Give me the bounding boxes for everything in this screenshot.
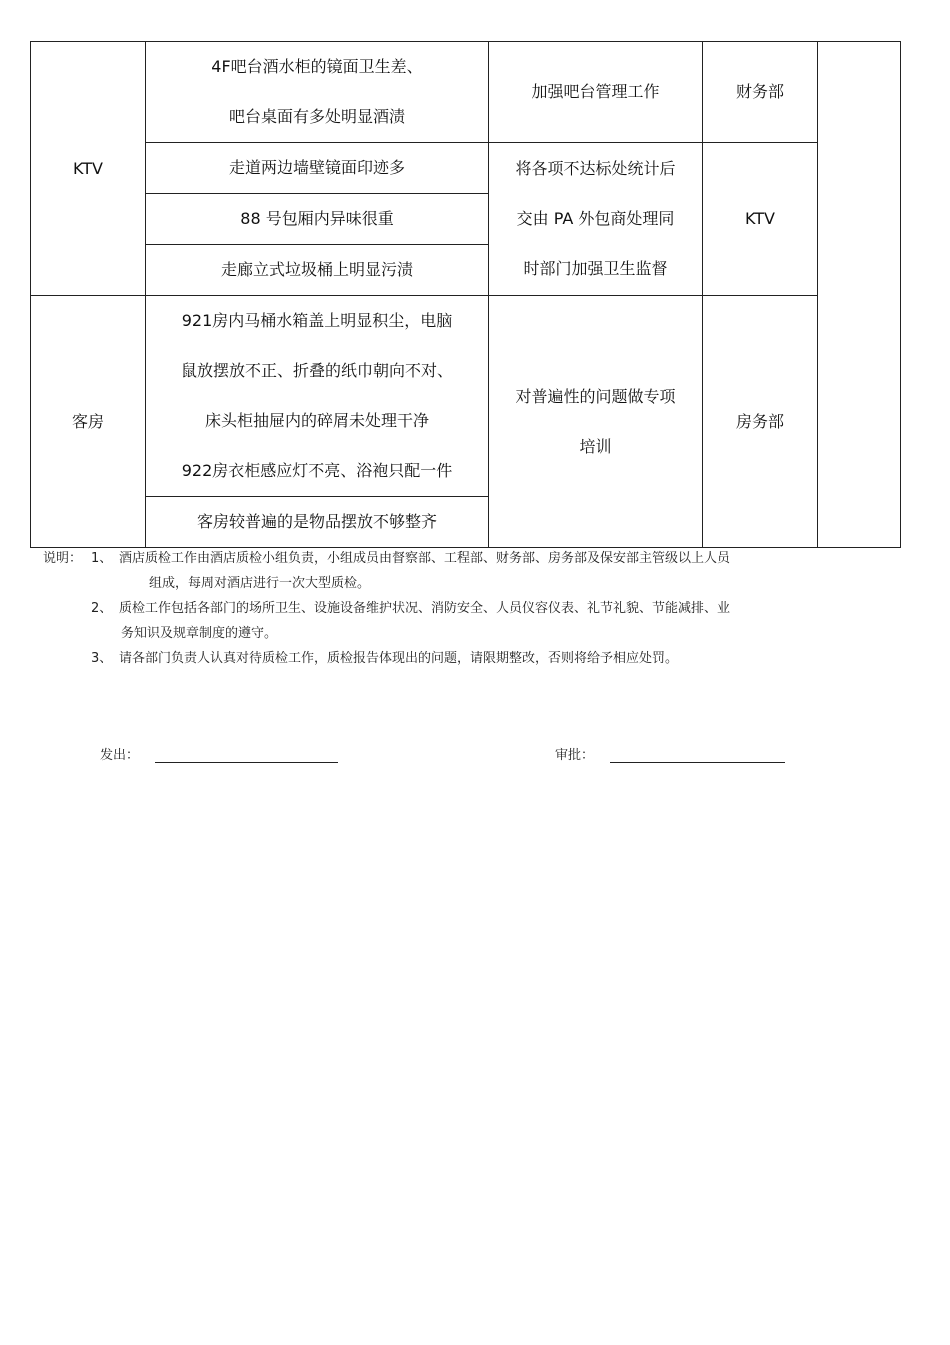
note-text: 酒店质检工作由酒店质检小组负责，小组成员由督察部、工程部、财务部、房务部及保安部主管级以上人员 bbox=[119, 551, 731, 566]
note-text: 质检工作包括各部门的场所卫生、设施设备维护状况、消防安全、人员仪容仪表、礼节礼貌、节能减排、业 bbox=[119, 601, 731, 616]
note-item bbox=[43, 596, 833, 646]
action-line: 交由 PA 外包商处理同 bbox=[516, 209, 675, 228]
note-text: 务知识及规章制度的遵守。 bbox=[121, 626, 278, 641]
note-item bbox=[43, 646, 833, 671]
issue-cell: 走道两边墙壁镜面印迹多 bbox=[146, 143, 489, 194]
area-cell-room: 客房 bbox=[31, 296, 146, 548]
issue-line: 鼠放摆放不正、折叠的纸巾朝向不对、 bbox=[180, 361, 453, 380]
action-cell bbox=[489, 296, 703, 548]
issue-cell: 走廊立式垃圾桶上明显污渍 bbox=[146, 245, 489, 296]
action-cell bbox=[489, 143, 703, 296]
issue-cell: 88 号包厢内异味很重 bbox=[146, 194, 489, 245]
note-item bbox=[43, 546, 833, 596]
note-number: 1、 bbox=[91, 551, 113, 566]
action-line: 时部门加强卫生监督 bbox=[523, 259, 668, 278]
approved-label: 审批： bbox=[555, 748, 595, 763]
action-line: 培训 bbox=[579, 436, 612, 456]
issue-line: 921房内马桶水箱盖上明显积尘，电脑 bbox=[181, 311, 453, 330]
issue-line: 吧台桌面有多处明显酒渍 bbox=[228, 107, 405, 126]
table-row bbox=[31, 296, 901, 497]
issued-signature bbox=[100, 742, 338, 763]
inspection-table bbox=[30, 41, 901, 548]
table-row bbox=[31, 143, 901, 194]
issued-signature-line[interactable] bbox=[155, 742, 338, 763]
issue-line: 922房衣柜感应灯不亮、浴袍只配一件 bbox=[181, 461, 453, 480]
notes-section bbox=[43, 546, 833, 671]
notes-heading: 说明： bbox=[43, 551, 83, 566]
note-number: 2、 bbox=[91, 601, 113, 616]
note-text: 组成，每周对酒店进行一次大型质检。 bbox=[149, 576, 371, 591]
approved-signature-line[interactable] bbox=[610, 742, 785, 763]
issue-cell bbox=[146, 42, 489, 143]
note-text: 请各部门负责人认真对待质检工作，质检报告体现出的问题，请限期整改，否则将给予相应处罚。 bbox=[119, 651, 679, 666]
dept-cell: 财务部 bbox=[703, 42, 818, 143]
note-number: 3、 bbox=[91, 651, 113, 666]
issued-label: 发出： bbox=[100, 748, 140, 763]
action-line: 将各项不达标处统计后 bbox=[515, 159, 676, 178]
approved-signature bbox=[555, 742, 785, 763]
table-row bbox=[31, 42, 901, 143]
remark-cell bbox=[818, 42, 901, 548]
dept-cell: 房务部 bbox=[703, 296, 818, 548]
action-line: 对普遍性的问题做专项 bbox=[515, 386, 676, 406]
dept-cell: KTV bbox=[703, 143, 818, 296]
area-cell-ktv: KTV bbox=[31, 42, 146, 296]
issue-line: 4F吧台酒水柜的镜面卫生差、 bbox=[211, 57, 423, 76]
issue-line: 床头柜抽屉内的碎屑未处理干净 bbox=[204, 411, 429, 430]
issue-cell: 客房较普遍的是物品摆放不够整齐 bbox=[146, 497, 489, 548]
issue-cell bbox=[146, 296, 489, 497]
action-cell: 加强吧台管理工作 bbox=[489, 42, 703, 143]
